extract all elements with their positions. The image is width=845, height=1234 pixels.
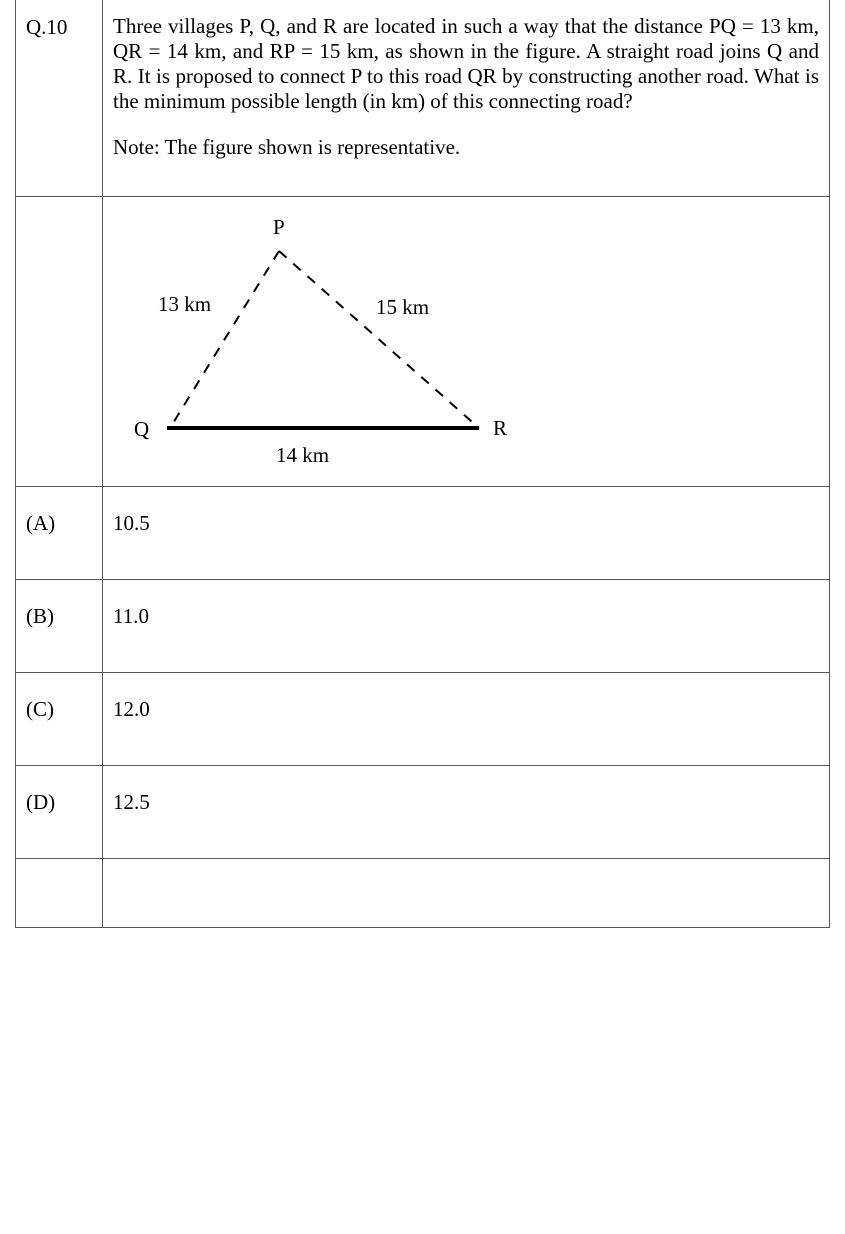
figure-cell (103, 197, 830, 487)
vertex-q-label: Q (134, 417, 150, 441)
vertex-r-label: R (493, 416, 508, 440)
option-label: (C) (16, 673, 103, 766)
question-number: Q.10 (16, 0, 103, 197)
empty-cell (103, 859, 830, 928)
triangle-figure (103, 197, 840, 486)
option-row (16, 487, 830, 580)
figure-label-cell (16, 197, 103, 487)
question-text: Three villages P, Q, and R are located in such a way that the distance PQ = 13 km, QR = 14 km, and RP = 15 km, as shown in the figure. A straight road joins Q and R. It is proposed to connect P to this road QR by constructing another road. What is the minimum possible length (in km) of this connecting road? (113, 14, 819, 113)
option-value: 10.5 (103, 487, 830, 580)
edge-pq-label: 13 km (158, 292, 212, 316)
empty-row (16, 859, 830, 928)
edge-pr-label: 15 km (376, 295, 430, 319)
question-table (15, 0, 830, 928)
option-value: 12.5 (103, 766, 830, 859)
option-label: (D) (16, 766, 103, 859)
option-row (16, 580, 830, 673)
question-note: Note: The figure shown is representative. (113, 135, 461, 159)
question-cell (103, 0, 830, 197)
option-label: (B) (16, 580, 103, 673)
option-value: 11.0 (103, 580, 830, 673)
option-value: 12.0 (103, 673, 830, 766)
option-row (16, 673, 830, 766)
vertex-p-label: P (273, 215, 285, 239)
option-row (16, 766, 830, 859)
question-row (16, 0, 830, 197)
edge-pr (279, 251, 479, 428)
empty-cell (16, 859, 103, 928)
edge-pq (170, 251, 279, 428)
option-label: (A) (16, 487, 103, 580)
edge-qr-label: 14 km (276, 443, 330, 467)
figure-row (16, 197, 830, 487)
